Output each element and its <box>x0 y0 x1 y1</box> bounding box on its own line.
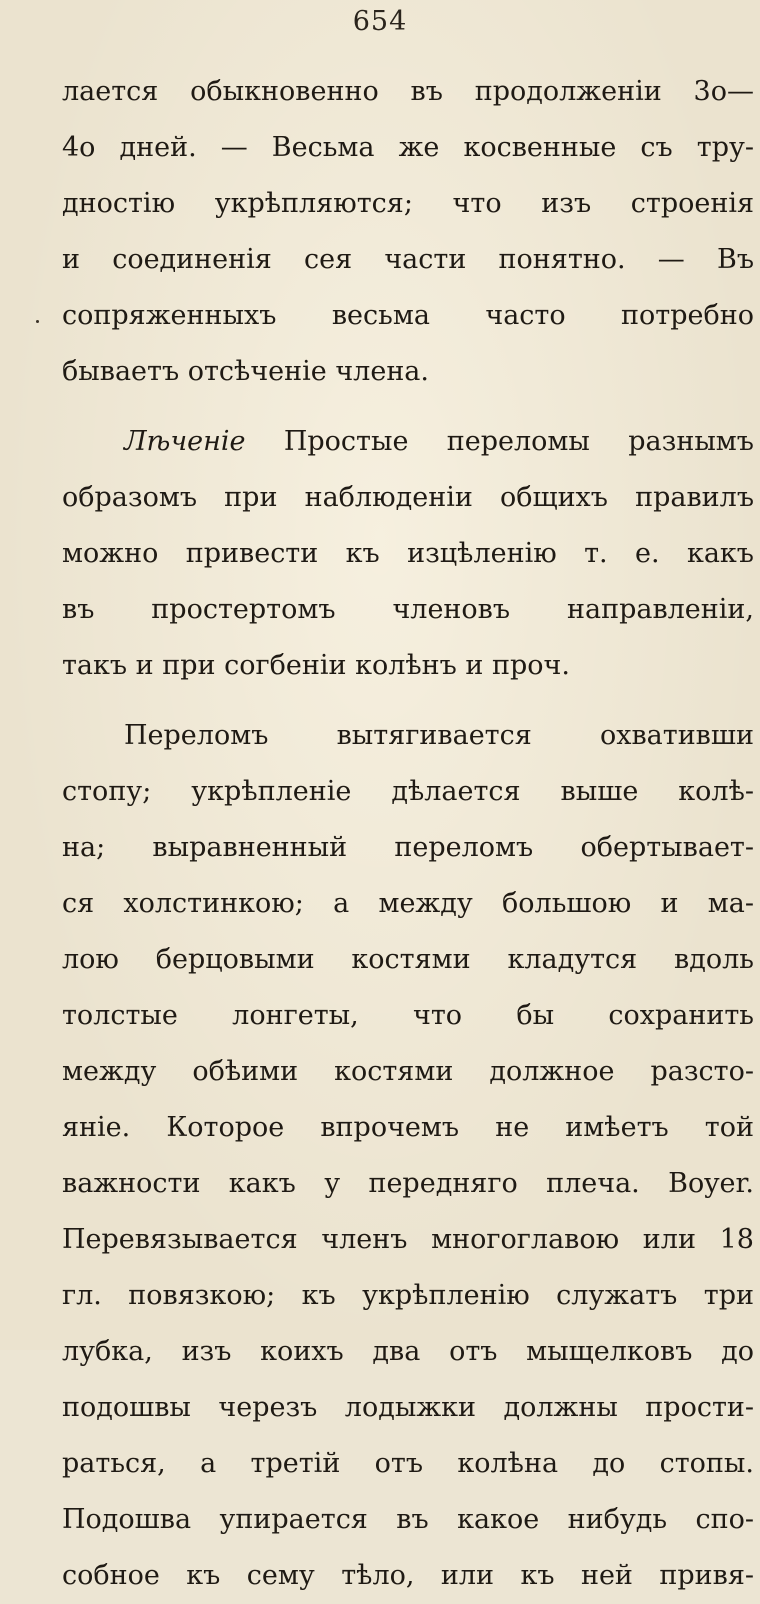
paragraph-first-line <box>62 414 754 470</box>
page-body-text <box>62 64 754 1604</box>
italic-heading: Лѣченіе <box>124 426 246 457</box>
text-line: на; выравненный переломъ обертывает- <box>62 832 754 863</box>
page-number: 654 <box>352 6 408 37</box>
text-line: образомъ при наблюденіи общихъ правилъ <box>62 482 754 513</box>
text-line: въ простертомъ членовъ направленіи, <box>62 594 754 625</box>
text-line: гл. повязкою; къ укрѣпленію служатъ три <box>62 1280 754 1311</box>
text-line: собное къ сему тѣло, или къ ней привя- <box>62 1560 754 1591</box>
margin-speck <box>36 320 39 323</box>
text-line: лою берцовыми костями кладутся вдоль <box>62 944 754 975</box>
text-line: между обѣими костями должное разсто- <box>62 1056 754 1087</box>
text-line: такъ и при согбеніи колѣнъ и проч. <box>62 650 570 681</box>
text-line: ся холстинкою; а между большою и ма- <box>62 888 754 919</box>
text-line: важности какъ у передняго плеча. Boyer. <box>62 1168 754 1199</box>
text-line: бываетъ отсѣченіе члена. <box>62 356 429 387</box>
text-line: и соединенія сея части понятно. — Въ <box>62 244 754 275</box>
paragraph-first-line: Переломъ вытягивается охвативши <box>124 720 754 751</box>
text-line: лается обыкновенно въ продолженіи 3о— <box>62 76 754 107</box>
text-line: раться, а третій отъ колѣна до стопы. <box>62 1448 754 1479</box>
text-line: сопряженныхъ весьма часто потребно <box>62 300 754 331</box>
text-line: дностію укрѣпляются; что изъ строенія <box>62 188 754 219</box>
text-line: подошвы черезъ лодыжки должны прости- <box>62 1392 754 1423</box>
text-line: можно привести къ изцѣленію т. е. какъ <box>62 538 754 569</box>
text-line: толстые лонгеты, что бы сохранить <box>62 1000 754 1031</box>
text-line: яніе. Которое впрочемъ не имѣетъ той <box>62 1112 754 1143</box>
text-run: Простые переломы разнымъ <box>283 426 754 457</box>
text-line: Перевязывается членъ многоглавою или 18 <box>62 1224 754 1255</box>
text-line: 4о дней. — Весьма же косвенные съ тру- <box>62 132 754 163</box>
text-line: Подошва упирается въ какое нибудь спо- <box>62 1504 754 1535</box>
text-line: стопу; укрѣпленіе дѣлается выше колѣ- <box>62 776 754 807</box>
text-line: лубка, изъ коихъ два отъ мыщелковъ до <box>62 1336 754 1367</box>
